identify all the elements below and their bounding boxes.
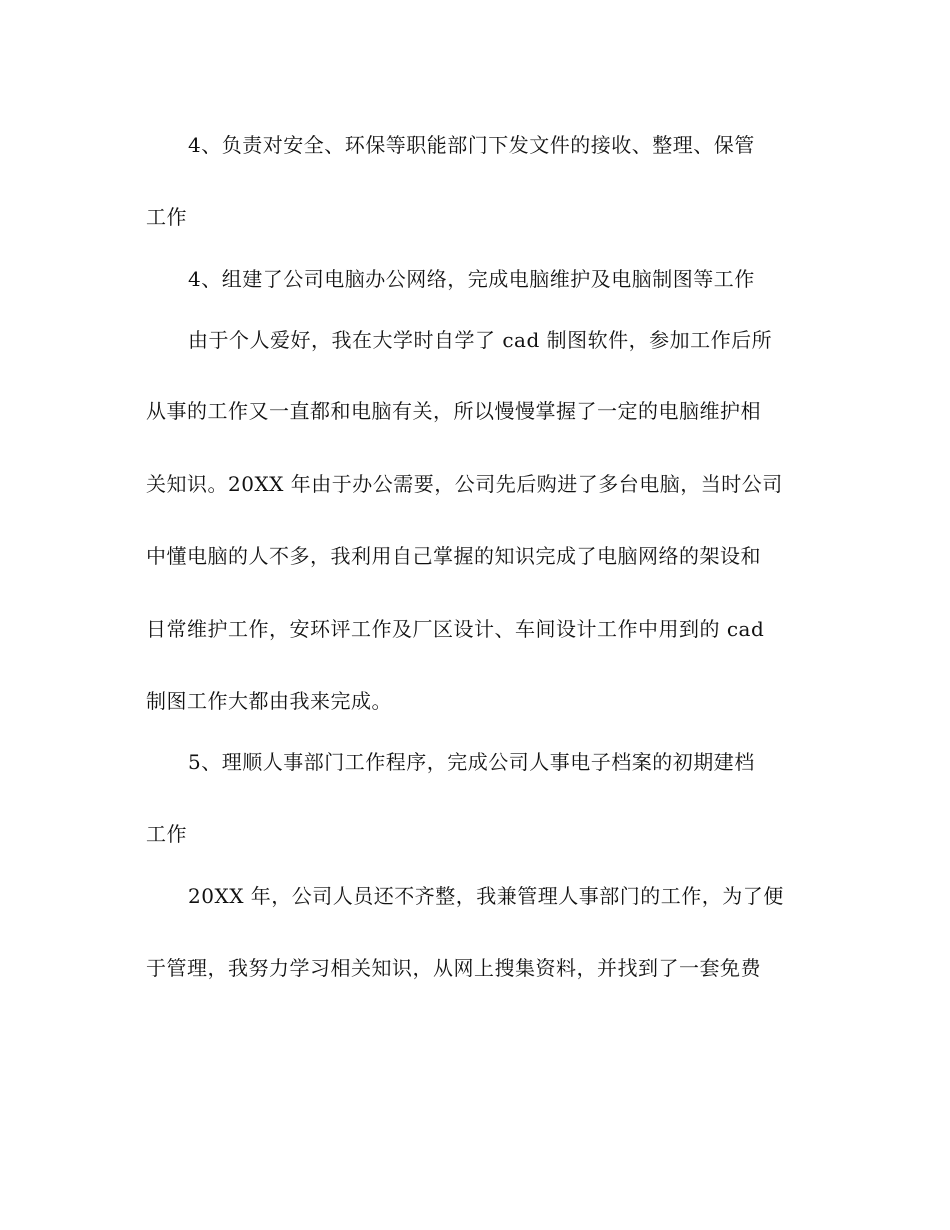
paragraph-line: 中懂电脑的人不多，我利用自己掌握的知识完成了电脑网络的架设和 <box>146 544 761 568</box>
paragraph-line: 制图工作大都由我来完成。 <box>146 689 392 713</box>
paragraph-line: 由于个人爱好，我在大学时自学了 cad 制图软件，参加工作后所 <box>188 328 773 352</box>
paragraph-line: 20XX 年，公司人员还不齐整，我兼管理人事部门的工作，为了便 <box>188 884 784 908</box>
paragraph-line: 从事的工作又一直都和电脑有关，所以慢慢掌握了一定的电脑维护相 <box>146 399 761 423</box>
paragraph-line: 于管理，我努力学习相关知识，从网上搜集资料，并找到了一套免费 <box>146 956 761 980</box>
heading-item-5-hr-cont: 工作 <box>146 822 187 846</box>
heading-item-4-archive-cont: 工作 <box>146 205 187 229</box>
paragraph-line: 日常维护工作，安环评工作及厂区设计、车间设计工作中用到的 cad <box>146 617 765 641</box>
heading-item-4-network: 4、组建了公司电脑办公网络，完成电脑维护及电脑制图等工作 <box>188 267 755 291</box>
paragraph-line: 关知识。20XX 年由于办公需要，公司先后购进了多台电脑，当时公司 <box>146 472 783 496</box>
heading-item-5-hr: 5、理顺人事部门工作程序，完成公司人事电子档案的初期建档 <box>188 750 755 774</box>
heading-item-4-archive: 4、负责对安全、环保等职能部门下发文件的接收、整理、保管 <box>188 133 755 157</box>
